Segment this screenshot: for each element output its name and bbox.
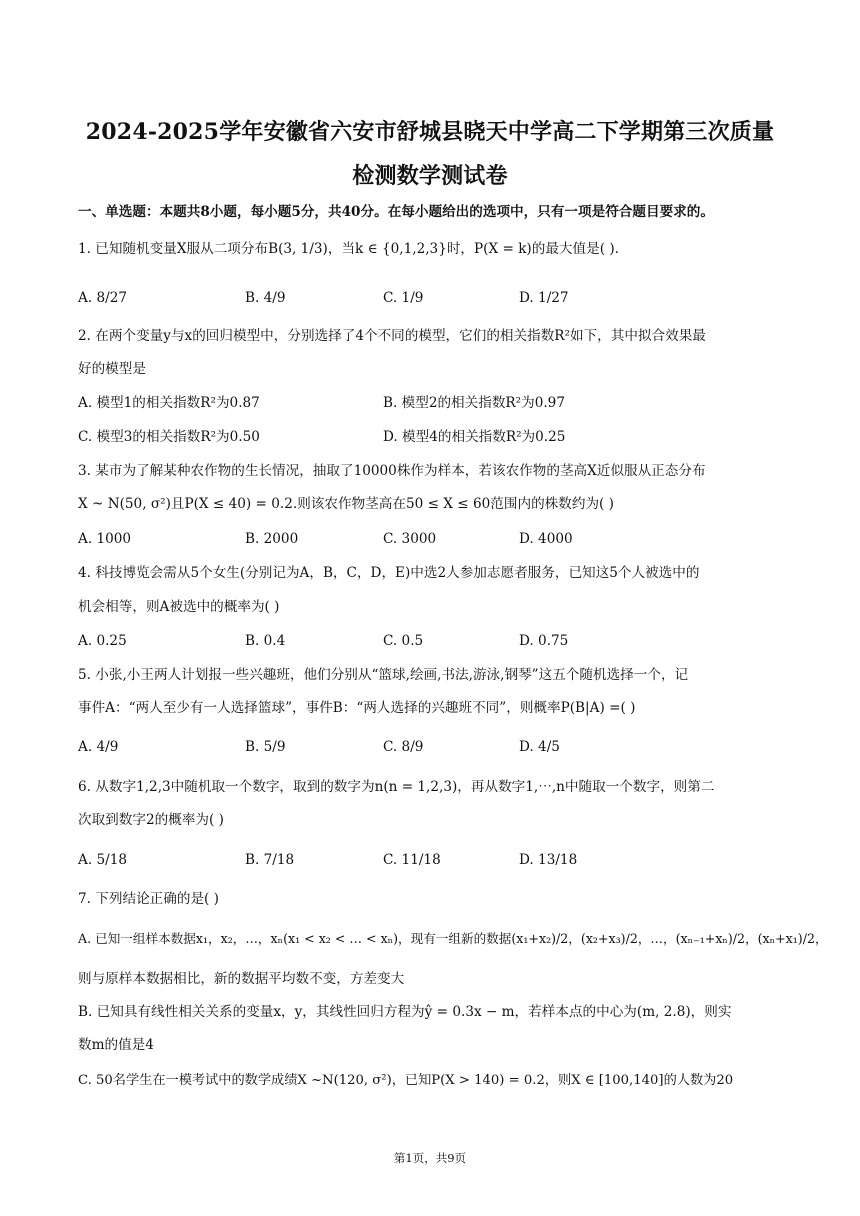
q3-option-c: C. 3000 xyxy=(383,531,437,547)
q6-option-b: B. 7/18 xyxy=(245,852,295,868)
q3-option-d: D. 4000 xyxy=(519,531,573,547)
question-6-line-1: 6. 从数字1,2,3中随机取一个数字，取到的数字为n(n = 1,2,3)，再从数字1,⋯,n中随取一个数字，则第二 xyxy=(78,779,715,795)
q7-option-c-line-1: C. 50名学生在一模考试中的数学成绩X ~N(120, σ²)，已知P(X > 140) = 0.2，则X ∈ [100,140]的人数为20 xyxy=(78,1073,734,1088)
q5-option-a: A. 4/9 xyxy=(78,739,119,755)
q2-option-b: B. 模型2的相关指数R²为0.97 xyxy=(383,395,565,411)
q7-option-a-line-2: 则与原样本数据相比，新的数据平均数不变，方差变大 xyxy=(78,971,405,987)
section-heading: 一、单选题：本题共8小题，每小题5分，共40分。在每小题给出的选项中，只有一项是符合题目要求的。 xyxy=(78,204,714,220)
q2-option-a: A. 模型1的相关指数R²为0.87 xyxy=(78,395,260,411)
q6-option-a: A. 5/18 xyxy=(78,852,127,868)
q4-option-c: C. 0.5 xyxy=(383,633,424,649)
q3-option-b: B. 2000 xyxy=(245,531,299,547)
q1-option-a: A. 8/27 xyxy=(78,290,127,306)
q7-option-a-line-1: A. 已知一组样本数据x₁，x₂，…，xₙ(x₁ < x₂ < … < xₙ)，现有一组新的数据(x₁+x₂)/2，(x₂+x₃)/2，…，(xₙ₋₁+xₙ)/2，(xₙ+x₁)/2， xyxy=(78,931,828,946)
question-4-line-2: 机会相等，则A被选中的概率为( ) xyxy=(78,599,280,615)
q5-option-b: B. 5/9 xyxy=(245,739,286,755)
page-footer: 第1页，共9页 xyxy=(393,1151,467,1165)
q6-option-d: D. 13/18 xyxy=(519,852,578,868)
q1-option-d: D. 1/27 xyxy=(519,290,569,306)
q5-option-d: D. 4/5 xyxy=(519,739,560,755)
question-4-line-1: 4. 科技博览会需从5个女生(分别记为A，B，C，D，E)中选2人参加志愿者服务，已知这5个人被选中的 xyxy=(78,565,700,581)
q2-option-d: D. 模型4的相关指数R²为0.25 xyxy=(383,429,566,445)
question-5-line-2: 事件A：“两人至少有一人选择篮球”，事件B：“两人选择的兴趣班不同”，则概率P(B|A) =( ) xyxy=(78,700,636,716)
question-6-line-2: 次取到数字2的概率为( ) xyxy=(78,812,224,828)
question-1: 1. 已知随机变量X服从二项分布B(3, 1/3)，当k ∈ {0,1,2,3}时，P(X = k)的最大值是( ). xyxy=(78,241,619,257)
question-7-stem: 7. 下列结论正确的是( ) xyxy=(78,891,219,907)
q6-option-c: C. 11/18 xyxy=(383,852,441,868)
q4-option-a: A. 0.25 xyxy=(78,633,127,649)
q3-option-a: A. 1000 xyxy=(78,531,132,547)
q5-option-c: C. 8/9 xyxy=(383,739,424,755)
title-line-1: 2024-2025学年安徽省六安市舒城县晓天中学高二下学期第三次质量 xyxy=(85,119,775,145)
q1-option-b: B. 4/9 xyxy=(245,290,286,306)
question-5-line-1: 5. 小张,小王两人计划报一些兴趣班，他们分别从“篮球,绘画,书法,游泳,钢琴”这五个随机选择一个，记 xyxy=(78,667,689,683)
q1-option-c: C. 1/9 xyxy=(383,290,424,306)
title-line-2: 检测数学测试卷 xyxy=(352,163,508,189)
q4-option-b: B. 0.4 xyxy=(245,633,286,649)
question-3-line-1: 3. 某市为了解某种农作物的生长情况，抽取了10000株作为样本，若该农作物的茎高X近似服从正态分布 xyxy=(78,463,706,479)
q4-option-d: D. 0.75 xyxy=(519,633,569,649)
question-2-line-2: 好的模型是 xyxy=(78,361,146,377)
question-3-line-2: X ~ N(50, σ²)且P(X ≤ 40) = 0.2.则该农作物茎高在50 ≤ X ≤ 60范围内的株数约为( ) xyxy=(78,496,614,512)
q7-option-b-line-1: B. 已知具有线性相关关系的变量x，y，其线性回归方程为ŷ = 0.3x − m，若样本点的中心为(m, 2.8)，则实 xyxy=(78,1004,732,1020)
q2-option-c: C. 模型3的相关指数R²为0.50 xyxy=(78,429,260,445)
question-2-line-1: 2. 在两个变量y与x的回归模型中，分别选择了4个不同的模型，它们的相关指数R²如下，其中拟合效果最 xyxy=(78,328,706,344)
q7-option-b-line-2: 数m的值是4 xyxy=(78,1037,154,1053)
